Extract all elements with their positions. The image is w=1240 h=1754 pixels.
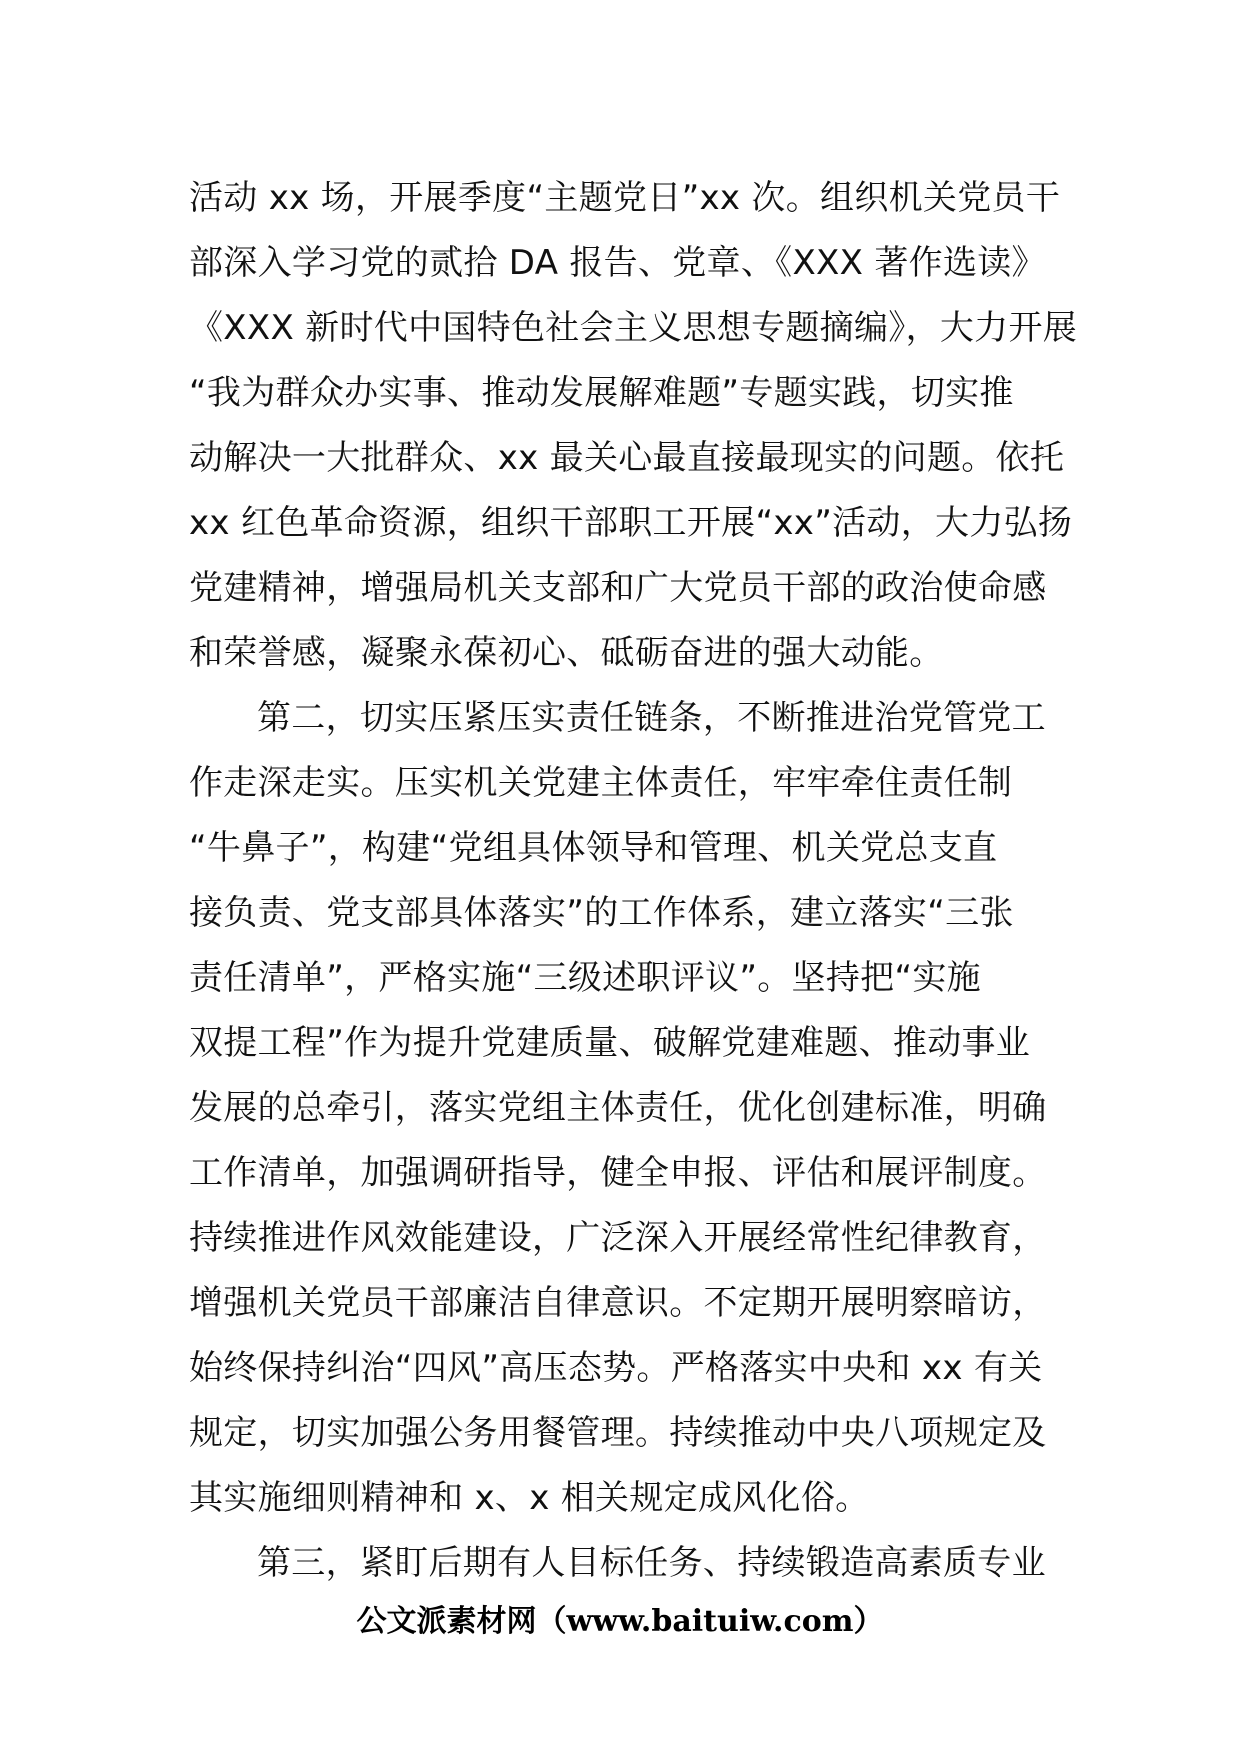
text-line: “牛鼻子”，构建“党组具体领导和管理、机关党总支直 [189, 828, 998, 868]
paragraph-start-line: 第三，紧盯后期有人目标任务、持续锻造高素质专业 [257, 1543, 1046, 1583]
paragraph-start-line: 第二，切实压紧压实责任链条，不断推进治党管党工 [257, 698, 1046, 738]
text-line: 增强机关党员干部廉洁自律意识。不定期开展明察暗访， [189, 1283, 1047, 1323]
text-line: 《XXX 新时代中国特色社会主义思想专题摘编》，大力开展 [189, 308, 1078, 348]
footer-watermark: 公文派素材网（www.baituiw.com） [356, 1604, 884, 1639]
text-line: 作走深走实。压实机关党建主体责任，牢牢牵住责任制 [189, 763, 1013, 803]
text-line: 其实施细则精神和 x、x 相关规定成风化俗。 [189, 1478, 870, 1518]
text-line: 持续推进作风效能建设，广泛深入开展经常性纪律教育， [189, 1218, 1047, 1258]
text-line: xx 红色革命资源，组织干部职工开展“xx”活动，大力弘扬 [189, 503, 1073, 543]
text-line: 接负责、党支部具体落实”的工作体系，建立落实“三张 [189, 893, 1014, 933]
text-line: 双提工程”作为提升党建质量、破解党建难题、推动事业 [189, 1023, 1031, 1063]
text-line: “我为群众办实事、推动发展解难题”专题实践，切实推 [189, 373, 1014, 413]
text-line: 和荣誉感，凝聚永葆初心、砥砺奋进的强大动能。 [189, 633, 944, 673]
text-line: 工作清单，加强调研指导，健全申报、评估和展评制度。 [189, 1153, 1047, 1193]
text-line: 责任清单”，严格实施“三级述职评议”。坚持把“实施 [189, 958, 981, 998]
text-line: 发展的总牵引，落实党组主体责任，优化创建标准，明确 [189, 1088, 1047, 1128]
text-line: 始终保持纠治“四风”高压态势。严格落实中央和 xx 有关 [189, 1348, 1043, 1388]
text-line: 部深入学习党的贰拾 DA 报告、党章、《XXX 著作选读》 [189, 243, 1046, 283]
text-line: 动解决一大批群众、xx 最关心最直接最现实的问题。依托 [189, 438, 1065, 478]
text-line: 规定，切实加强公务用餐管理。持续推动中央八项规定及 [189, 1413, 1047, 1453]
text-line: 党建精神，增强局机关支部和广大党员干部的政治使命感 [189, 568, 1047, 608]
text-line: 活动 xx 场，开展季度“主题党日”xx 次。组织机关党员干 [189, 178, 1061, 218]
document-body [189, 166, 1078, 1596]
